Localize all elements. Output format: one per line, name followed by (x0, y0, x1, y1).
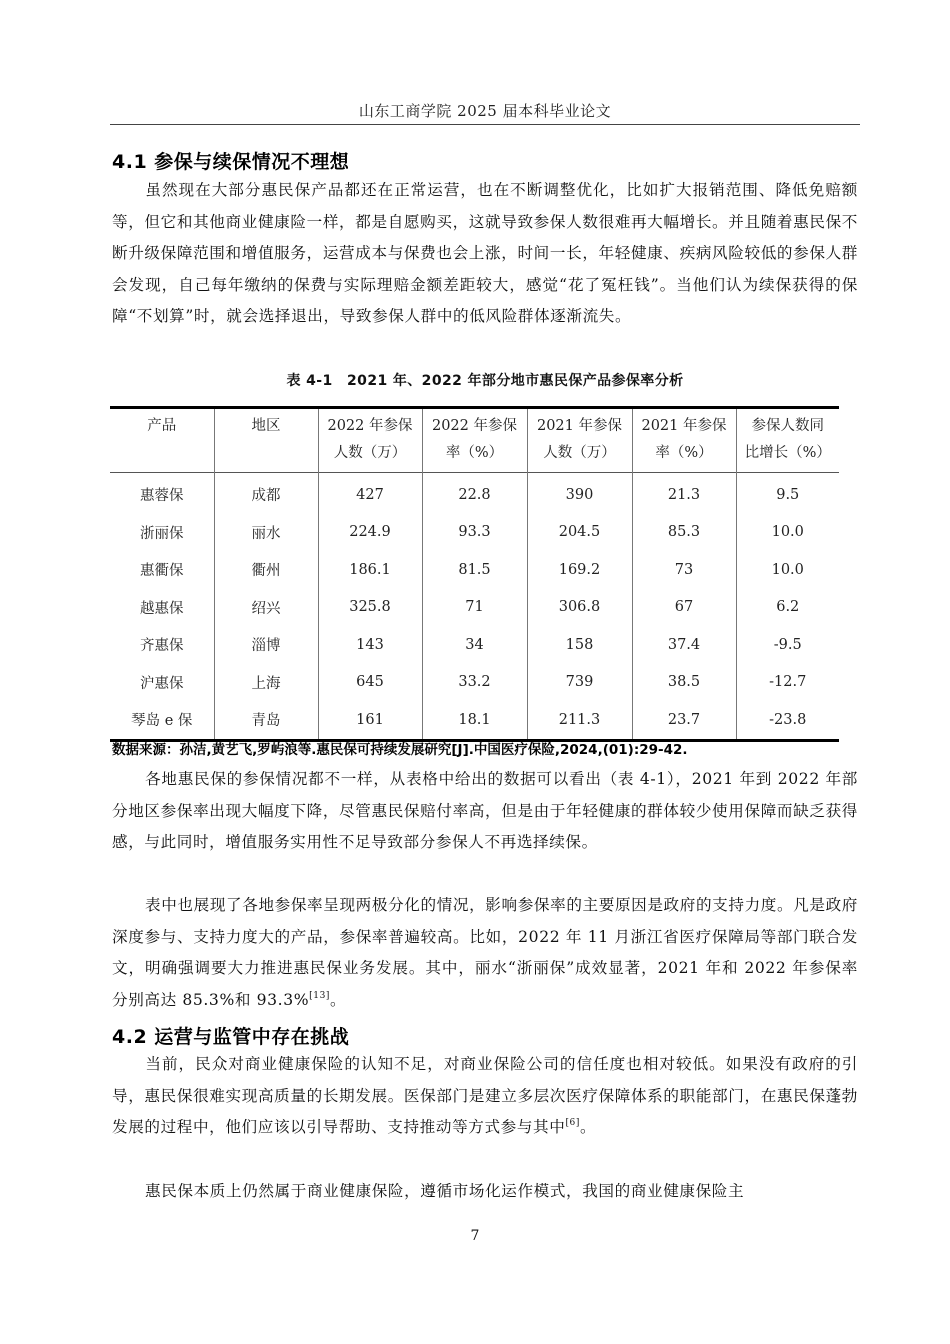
paragraph-polarization: 表中也展现了各地参保率呈现两极分化的情况，影响参保率的主要原因是政府的支持力度。凡是政府深度参与、支持力度大的产品，参保率普遍较高。比如，2022 年 11 月浙江省医疗保障局等部门联合发文，明确强调要大力推进惠民保业务发展。其中，丽水“浙丽保”成效显著，2021 年和 2022 年参保率分别高达 85.3%和 93.3%[13]。 (112, 896, 858, 1009)
cell-value: 211.3 (527, 701, 632, 740)
cell-value: 325.8 (318, 589, 422, 627)
paragraph-4-2-intro: 当前，民众对商业健康保险的认知不足，对商业保险公司的信任度也相对较低。如果没有政府的引导，惠民保很难实现高质量的长期发展。医保部门是建立多层次医疗保障体系的职能部门，在惠民保蓬勃发展的过程中，他们应该以引导帮助、支持推动等方式参与其中[6]。 (112, 1055, 858, 1136)
cell-value: 169.2 (527, 551, 632, 589)
cell-value: 38.5 (632, 664, 736, 702)
coverage-table (110, 406, 839, 742)
section-heading-4-2: 4.2 运营与监管中存在挑战 (112, 1026, 350, 1048)
cell-value: 306.8 (527, 589, 632, 627)
table-caption: 表 4-1 2021 年、2022 年部分地市惠民保产品参保率分析 (286, 373, 684, 389)
cell-value: 158 (527, 626, 632, 664)
cell-value: 10.0 (736, 514, 839, 552)
cell-value: -9.5 (736, 626, 839, 664)
table-row (110, 473, 839, 514)
table-row (110, 626, 839, 664)
cell-value: 645 (318, 664, 422, 702)
cell-product: 惠衢保 (140, 563, 184, 580)
col-header-2022-rate: 2022 年参保 率（%） (422, 408, 527, 473)
table-source-note: 数据来源：孙洁,黄艺飞,罗屿浪等.惠民保可持续发展研究[J].中国医疗保险,2024,(01):29-42. (112, 742, 688, 758)
cell-value: 85.3 (632, 514, 736, 552)
table-row (110, 701, 839, 740)
citation-ref-13[interactable]: [13] (309, 990, 331, 1001)
table-row (110, 664, 839, 702)
header-rule (110, 124, 860, 125)
cell-value: 71 (422, 589, 527, 627)
cell-region: 丽水 (214, 514, 318, 552)
cell-region: 青岛 (214, 701, 318, 740)
paragraph-4-1-intro: 虽然现在大部分惠民保产品都还在正常运营，也在不断调整优化，比如扩大报销范围、降低免赔额等，但它和其他商业健康险一样，都是自愿购买，这就导致参保人数很难再大幅增长。并且随着惠民保不断升级保障范围和增值服务，运营成本与保费也会上涨，时间一长，年轻健康、疾病风险较低的参保人群会发现，自己每年缴纳的保费与实际理赔金额差距较大，感觉“花了冤枉钱”。当他们认为续保获得的保障“不划算”时，就会选择退出，导致参保人群中的低风险群体逐渐流失。 (112, 181, 858, 325)
paragraph-table-analysis: 各地惠民保的参保情况都不一样，从表格中给出的数据可以看出（表 4-1），2021 年到 2022 年部分地区参保率出现大幅度下降，尽管惠民保赔付率高，但是由于年轻健康的群体较少使用保障而缺乏获得感，与此同时，增值服务实用性不足导致部分参保人不再选择续保。 (112, 770, 858, 851)
table-header-row (110, 408, 839, 473)
cell-value: 23.7 (632, 701, 736, 740)
cell-value: 204.5 (527, 514, 632, 552)
cell-value: 33.2 (422, 664, 527, 702)
page-header-title: 山东工商学院 2025 届本科毕业论文 (358, 102, 612, 120)
cell-product: 浙丽保 (140, 525, 184, 542)
col-header-2022-insured: 2022 年参保 人数（万） (318, 408, 422, 473)
cell-value: 93.3 (422, 514, 527, 552)
page-number: 7 (470, 1228, 480, 1244)
cell-value: 9.5 (736, 473, 839, 514)
cell-product: 齐惠保 (140, 638, 184, 655)
col-header-region: 地区 (214, 408, 318, 473)
cell-value: 224.9 (318, 514, 422, 552)
cell-region: 上海 (214, 664, 318, 702)
cell-value: 10.0 (736, 551, 839, 589)
cell-value: 739 (527, 664, 632, 702)
cell-region: 淄博 (214, 626, 318, 664)
paragraph-4-2-second: 惠民保本质上仍然属于商业健康保险，遵循市场化运作模式，我国的商业健康保险主 (145, 1182, 745, 1200)
cell-product: 沪惠保 (140, 675, 184, 692)
cell-value: 143 (318, 626, 422, 664)
col-header-yoy-growth: 参保人数同 比增长（%） (736, 408, 839, 473)
citation-ref-6[interactable]: [6] (565, 1118, 580, 1128)
cell-value: -12.7 (736, 664, 839, 702)
cell-product: 琴岛 e 保 (131, 713, 193, 730)
table-row (110, 589, 839, 627)
cell-value: 186.1 (318, 551, 422, 589)
cell-value: 427 (318, 473, 422, 514)
cell-region: 绍兴 (214, 589, 318, 627)
cell-value: 67 (632, 589, 736, 627)
table-row (110, 551, 839, 589)
cell-product: 越惠保 (140, 600, 184, 617)
cell-value: 73 (632, 551, 736, 589)
cell-value: 161 (318, 701, 422, 740)
cell-value: 37.4 (632, 626, 736, 664)
cell-region: 成都 (214, 473, 318, 514)
col-header-2021-insured: 2021 年参保 人数（万） (527, 408, 632, 473)
cell-value: 21.3 (632, 473, 736, 514)
cell-value: -23.8 (736, 701, 839, 740)
cell-value: 22.8 (422, 473, 527, 514)
table-row (110, 514, 839, 552)
section-heading-4-1: 4.1 参保与续保情况不理想 (112, 151, 350, 173)
cell-product: 惠蓉保 (140, 488, 184, 505)
cell-value: 81.5 (422, 551, 527, 589)
cell-value: 390 (527, 473, 632, 514)
cell-value: 34 (422, 626, 527, 664)
col-header-product: 产品 (147, 418, 177, 434)
cell-region: 衢州 (214, 551, 318, 589)
col-header-2021-rate: 2021 年参保 率（%） (632, 408, 736, 473)
cell-value: 6.2 (736, 589, 839, 627)
cell-value: 18.1 (422, 701, 527, 740)
